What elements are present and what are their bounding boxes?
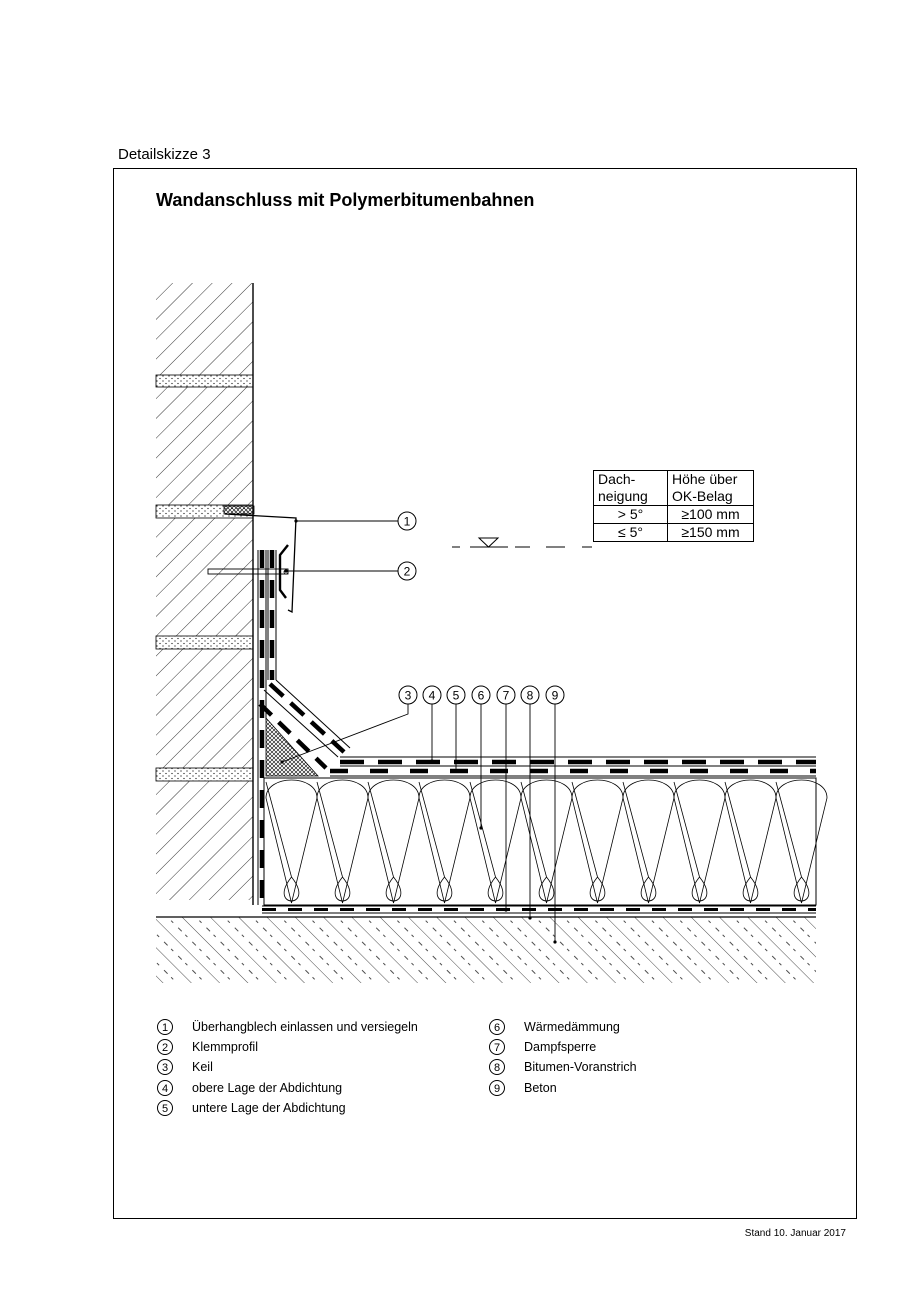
water-level-symbol xyxy=(452,538,592,547)
concrete-slab xyxy=(156,917,816,983)
wedge xyxy=(266,718,318,776)
height-cell: ≥150 mm xyxy=(668,524,754,542)
header-slope: Dach- neigung xyxy=(594,471,668,506)
callout-1-label: 1 xyxy=(403,514,411,529)
callout-5-label: 5 xyxy=(452,688,460,703)
table-row xyxy=(594,506,754,524)
callout-7-label: 7 xyxy=(502,688,510,703)
callout-8-label: 8 xyxy=(526,688,534,703)
callout-2-label: 2 xyxy=(403,564,411,579)
table-header-row xyxy=(594,471,754,506)
vapour-barrier xyxy=(262,906,816,913)
callout-2 xyxy=(284,562,416,580)
callout-1 xyxy=(294,512,416,530)
thermal-insulation xyxy=(264,778,827,905)
callout-7 xyxy=(497,686,515,912)
height-table xyxy=(593,470,754,542)
footer-date: Stand 10. Januar 2017 xyxy=(744,1228,846,1239)
header-height: Höhe über OK-Belag xyxy=(668,471,754,506)
masonry-wall xyxy=(156,283,253,905)
callout-6-label: 6 xyxy=(477,688,485,703)
callout-3-label: 3 xyxy=(404,688,412,703)
callout-9-label: 9 xyxy=(551,688,559,703)
waterproofing-horizontal xyxy=(330,757,816,776)
callout-4-label: 4 xyxy=(428,688,436,703)
callout-6 xyxy=(472,686,490,830)
slope-cell: ≤ 5° xyxy=(594,524,668,542)
callout-5 xyxy=(447,686,465,773)
sketch-label: Detailskizze 3 xyxy=(118,146,211,163)
height-cell: ≥100 mm xyxy=(668,506,754,524)
callout-3 xyxy=(280,686,417,764)
table-row xyxy=(594,524,754,542)
drawing-title: Wandanschluss mit Polymerbitumenbahnen xyxy=(156,190,535,210)
callout-8 xyxy=(521,686,539,920)
callout-4 xyxy=(423,686,441,763)
slope-cell: > 5° xyxy=(594,506,668,524)
